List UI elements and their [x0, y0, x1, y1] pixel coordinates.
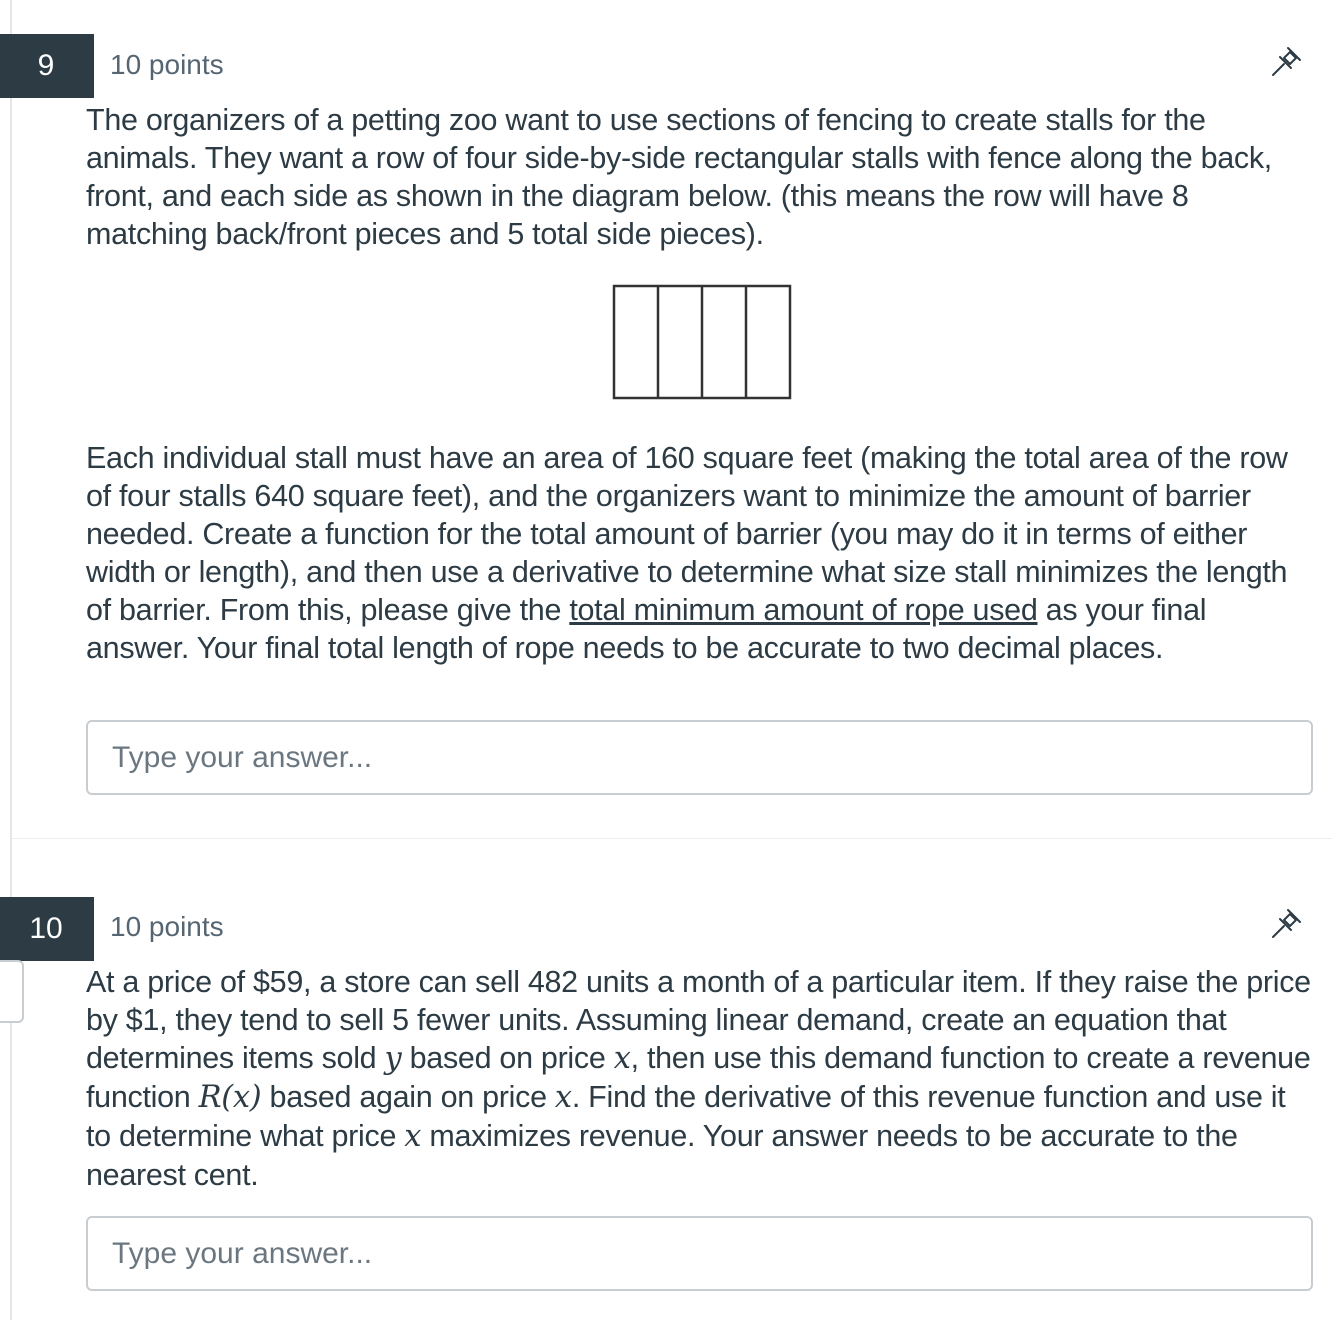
text-segment: , then use this demand function to create a revenue function — [86, 1041, 1311, 1114]
answer-input[interactable] — [86, 720, 1313, 795]
pin-icon[interactable] — [1268, 906, 1304, 942]
underlined-text: total minimum amount of rope used — [569, 593, 1038, 627]
text-segment: At a price of $59, a store can sell 482 units a month of a particular item. If they raise the price by $1, they tend to sell 5 fewer units. Assuming linear demand, create an equation that determines items sold — [86, 965, 1311, 1075]
answer-input[interactable] — [86, 1216, 1313, 1291]
math-expression: R(x) — [198, 1080, 262, 1115]
side-tab[interactable] — [0, 960, 24, 1023]
math-variable: x — [554, 1080, 572, 1115]
text-segment: . Find the derivative of this revenue function and use it to determine what price — [86, 1080, 1286, 1153]
math-variable: x — [404, 1119, 422, 1154]
question-text: The organizers of a petting zoo want to use sections of fencing to create stalls for the animals. They want a row of four side-by-side rectangular stalls with fence along the back, front, and each side as shown in the diagram below. (this means the row will have 8 matching back/front pieces and 5 total side pieces). — [86, 103, 1272, 251]
math-variable: y — [384, 1041, 402, 1076]
stalls-diagram — [611, 284, 793, 402]
question-points: 10 points — [110, 49, 224, 80]
question-text — [86, 963, 1314, 1194]
question-text-continued — [86, 439, 1314, 667]
question-number-badge: 9 — [0, 34, 94, 98]
left-border — [10, 0, 12, 1320]
math-variable: x — [613, 1041, 631, 1076]
text-segment: Each individual stall must have an area of 160 square feet (making the total area of the row of four stalls 640 square feet), and the organizers want to minimize the amount of barrier needed. Create a function for the total amount of barrier (you may do it in terms of either width or length), and then use a derivative to determine what size stall minimizes the length of barrier. From this, please give the — [86, 441, 1288, 627]
question-number-badge: 10 — [0, 897, 94, 961]
text-segment: based on price — [401, 1041, 614, 1075]
question-divider — [12, 838, 1332, 839]
question-points: 10 points — [110, 911, 224, 942]
pin-icon[interactable] — [1268, 44, 1304, 80]
text-segment: as your final answer. Your final total length of rope needs to be accurate to two decimal places. — [86, 593, 1207, 665]
text-segment: based again on price — [261, 1080, 555, 1114]
text-segment: maximizes revenue. Your answer needs to be accurate to the nearest cent. — [86, 1119, 1238, 1192]
